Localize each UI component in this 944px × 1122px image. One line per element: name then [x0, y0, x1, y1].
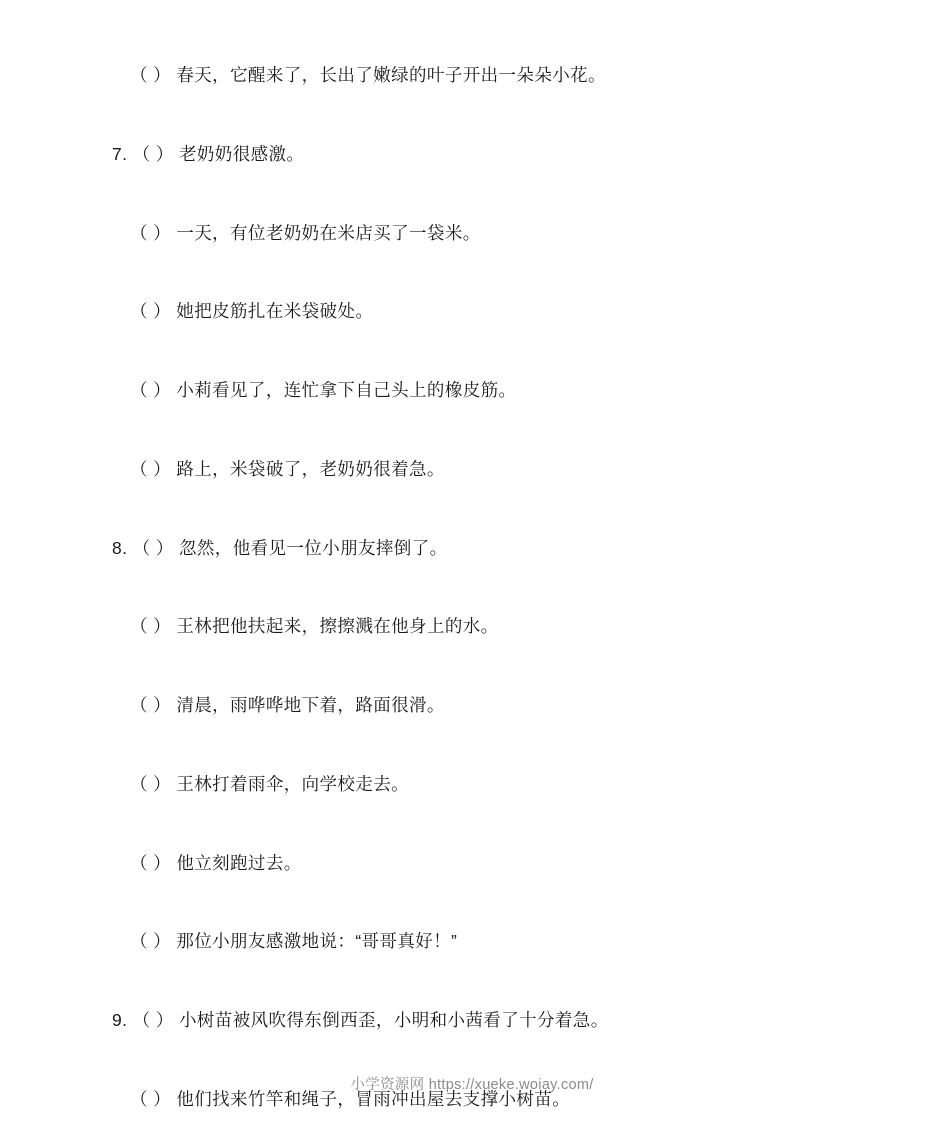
answer-blank[interactable]: （ ）	[130, 380, 172, 400]
exercise-line	[130, 298, 844, 324]
sentence-text: 忽然，他看见一位小朋友摔倒了。	[179, 537, 448, 558]
page-footer-watermark: 小学资源网 https://xueke.woiay.com/	[350, 1077, 594, 1093]
exercise-line	[130, 62, 844, 88]
answer-blank[interactable]: （ ）	[130, 458, 172, 479]
exercise-line	[112, 141, 844, 167]
exercise-line	[130, 928, 844, 954]
answer-blank[interactable]: （ ）	[130, 301, 172, 322]
sentence-text: 小树苗被风吹得东倒西歪，小明和小茜看了十分着急。	[179, 1010, 609, 1030]
answer-blank[interactable]: （ ）	[130, 931, 172, 952]
answer-blank[interactable]: （ ）	[130, 773, 172, 794]
answer-blank[interactable]: （ ）	[130, 695, 172, 715]
exercise-line	[130, 613, 844, 639]
exercise-line	[112, 535, 844, 561]
sentence-text: 路上，米袋破了，老奶奶很着急。	[176, 458, 445, 479]
item-number: 8.	[112, 537, 128, 558]
answer-blank[interactable]: （ ）	[132, 143, 174, 164]
sentence-text: 春天，它醒来了，长出了嫩绿的叶子开出一朵朵小花。	[176, 65, 606, 85]
sentence-text: 那位小朋友感激地说：“哥哥真好！”	[176, 931, 458, 952]
exercise-line	[130, 456, 844, 482]
exercise-line	[130, 220, 844, 246]
answer-blank[interactable]: （ ）	[132, 537, 174, 558]
exercise-line	[130, 692, 844, 718]
sentence-text: 小莉看见了，连忙拿下自己头上的橡皮筋。	[176, 380, 517, 400]
sentence-text: 老奶奶很感激。	[179, 143, 305, 164]
exercise-line	[130, 850, 844, 876]
sentence-text: 王林把他扶起来，擦擦溅在他身上的水。	[176, 616, 499, 637]
sentence-text: 他立刻跑过去。	[176, 852, 302, 873]
sentence-text: 王林打着雨伞，向学校走去。	[176, 773, 410, 794]
answer-blank[interactable]: （ ）	[130, 852, 172, 873]
answer-blank[interactable]: （ ）	[130, 65, 172, 85]
answer-blank[interactable]: （ ）	[132, 1010, 174, 1030]
answer-blank[interactable]: （ ）	[130, 616, 172, 637]
answer-blank[interactable]: （ ）	[130, 1088, 172, 1109]
exercise-line	[112, 1007, 844, 1033]
item-number: 9.	[112, 1010, 128, 1030]
sentence-text: 清晨，雨哗哗地下着，路面很滑。	[176, 695, 445, 715]
sentence-text: 一天，有位老奶奶在米店买了一袋米。	[176, 222, 481, 243]
sentence-text: 他们找来竹竿和绳子，冒雨冲出屋去支撑小树苗。	[176, 1088, 571, 1109]
exercise-line	[130, 377, 844, 403]
exercise-line	[130, 771, 844, 797]
item-number: 7.	[112, 143, 128, 164]
sentence-text: 她把皮筋扎在米袋破处。	[176, 301, 374, 322]
answer-blank[interactable]: （ ）	[130, 222, 172, 243]
